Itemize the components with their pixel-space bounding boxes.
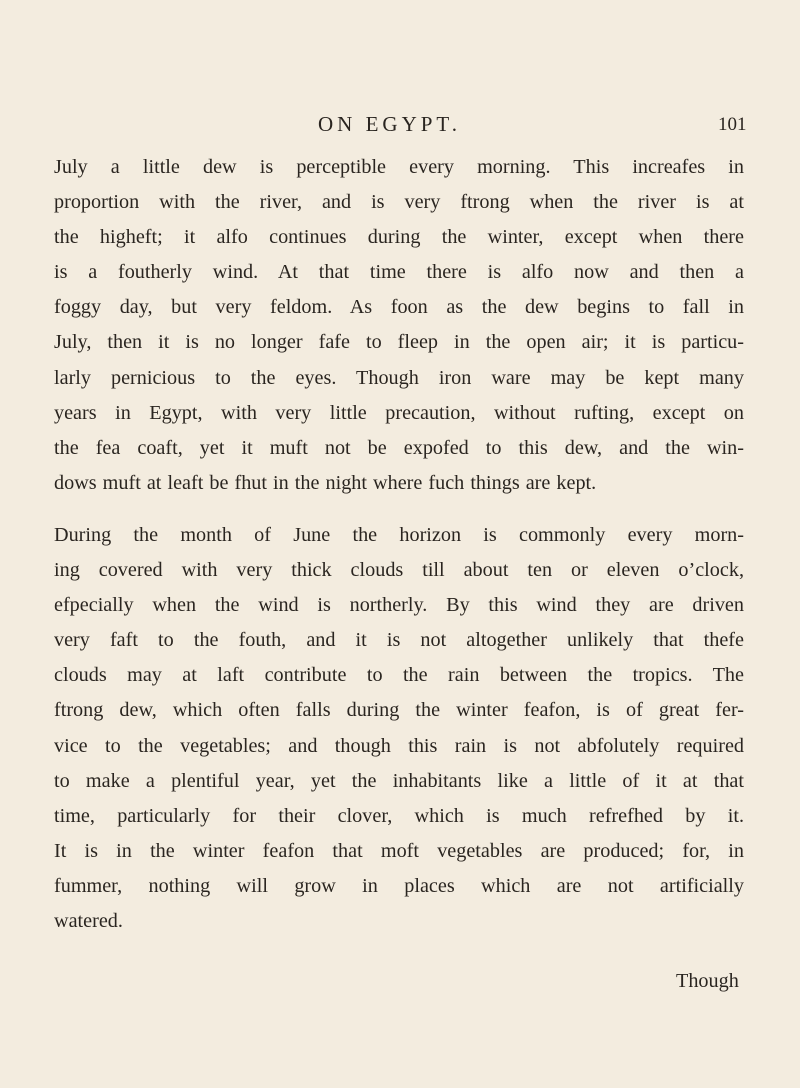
text-line: to make a plentiful year, yet the inhabitants like a little of it at that: [54, 769, 744, 792]
text-line: ftrong dew, which often falls during the winter feafon, is of great fer-: [54, 699, 744, 722]
text-line: watered.: [54, 910, 123, 933]
text-line: It is in the winter feafon that moft vegetables are produced; for, in: [54, 839, 744, 862]
text-line: proportion with the river, and is very ftrong when the river is at: [54, 191, 744, 214]
text-line: time, particularly for their clover, which is much refrefhed by it.: [54, 804, 744, 827]
paragraph-1: [54, 150, 744, 501]
text-line: During the month of June the horizon is commonly every morn-: [54, 524, 744, 546]
text-line: July, then it is no longer fafe to fleep in the open air; it is particu-: [54, 331, 744, 354]
running-title: ON EGYPT.: [318, 112, 461, 136]
text-line: larly pernicious to the eyes. Though iron ware may be kept many: [54, 366, 744, 389]
text-line: clouds may at laft contribute to the rain between the tropics. The: [54, 664, 744, 687]
text-line: fummer, nothing will grow in places which are not artificially: [54, 874, 744, 897]
catchword: Though: [676, 970, 739, 992]
text-line: the higheft; it alfo continues during the winter, except when there: [54, 226, 744, 249]
text-line: efpecially when the wind is northerly. By this wind they are driven: [54, 594, 744, 617]
paragraph-2: [54, 518, 744, 939]
text-line: ing covered with very thick clouds till about ten or eleven o’clock,: [54, 559, 744, 582]
text-line: the fea coaft, yet it muft not be expofed to this dew, and the win-: [54, 436, 744, 459]
text-line: foggy day, but very feldom. As foon as the dew begins to fall in: [54, 296, 744, 319]
text-line: years in Egypt, with very little precaution, without rufting, except on: [54, 401, 744, 424]
text-line: is a foutherly wind. At that time there is alfo now and then a: [54, 261, 744, 284]
text-line: very faft to the fouth, and it is not altogether unlikely that thefe: [54, 629, 744, 652]
text-line: vice to the vegetables; and though this rain is not abfolutely required: [54, 734, 744, 757]
running-head: [0, 112, 800, 142]
text-line: dows muft at leaft be fhut in the night where fuch things are kept.: [54, 471, 597, 494]
page-number: 101: [718, 114, 747, 135]
text-line: July a little dew is perceptible every morning. This increafes in: [54, 156, 744, 178]
